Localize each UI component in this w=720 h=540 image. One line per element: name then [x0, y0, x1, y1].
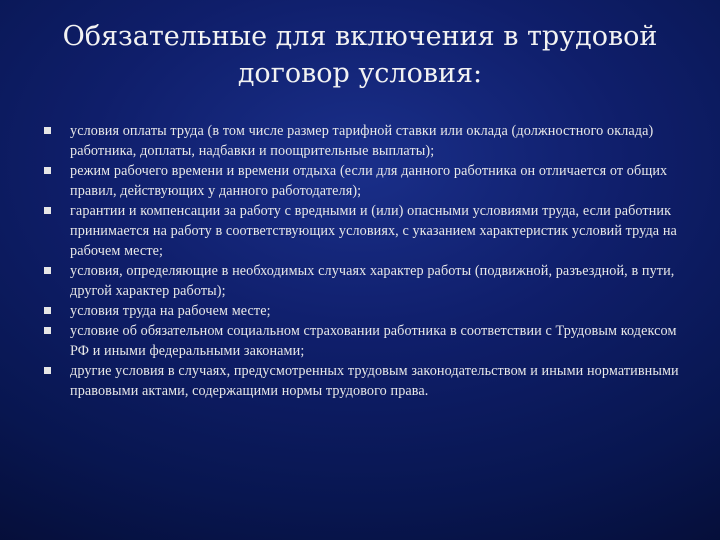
- slide-title-line-2: договор условия:: [237, 58, 483, 89]
- bullet-text: условие об обязательном социальном страховании работника в соответствии с Трудовым кодексом РФ и иными федеральными законами;: [70, 323, 677, 359]
- bullet-item: [42, 361, 682, 401]
- square-bullet-icon: [44, 267, 51, 274]
- bullet-item: [42, 121, 682, 161]
- bullet-item: [42, 321, 682, 361]
- slide-title: [40, 18, 680, 92]
- square-bullet-icon: [44, 127, 51, 134]
- square-bullet-icon: [44, 327, 51, 334]
- bullet-list: [42, 121, 682, 401]
- slide-title-line-1: Обязательные для включения в трудовой: [62, 21, 658, 52]
- bullet-text: гарантии и компенсации за работу с вредными и (или) опасными условиями труда, если работник принимается на работу в соответствующих условиях, с указанием характеристик условий труда на рабочем месте;: [70, 203, 677, 259]
- bullet-text: другие условия в случаях, предусмотренных трудовым законодательством и иными нормативными правовыми актами, содержащими нормы трудового права.: [70, 363, 679, 399]
- square-bullet-icon: [44, 307, 51, 314]
- bullet-item: [42, 301, 682, 321]
- square-bullet-icon: [44, 167, 51, 174]
- bullet-item: [42, 161, 682, 201]
- bullet-text: условия, определяющие в необходимых случаях характер работы (подвижной, разъездной, в пути, другой характер работы);: [70, 263, 675, 299]
- square-bullet-icon: [44, 367, 51, 374]
- bullet-text: режим рабочего времени и времени отдыха (если для данного работника он отличается от общих правил, действующих у данного работодателя);: [70, 163, 668, 199]
- bullet-text: условия труда на рабочем месте;: [70, 303, 271, 319]
- square-bullet-icon: [44, 207, 51, 214]
- bullet-item: [42, 261, 682, 301]
- bullet-item: [42, 201, 682, 261]
- bullet-text: условия оплаты труда (в том числе размер тарифной ставки или оклада (должностного оклада) работника, доплаты, надбавки и поощрительные выплаты);: [70, 123, 654, 159]
